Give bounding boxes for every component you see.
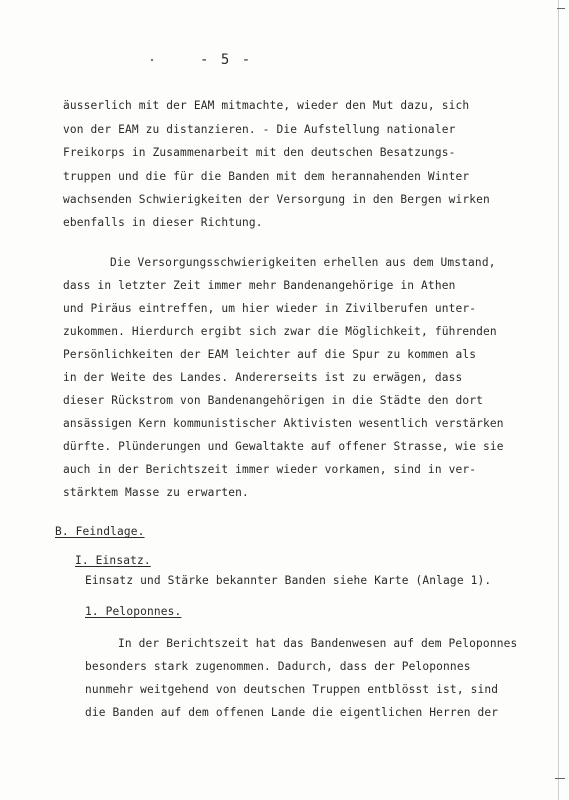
body-line: nunmehr weitgehend von deutschen Truppen entblösst ist, sind [85, 683, 499, 696]
body-line: Freikorps in Zusammenarbeit mit den deutschen Besatzungs- [63, 146, 456, 159]
body-line: besonders stark zugenommen. Dadurch, dass der Peloponnes [85, 660, 471, 673]
body-line: zukommen. Hierdurch ergibt sich zwar die Möglichkeit, führenden [63, 325, 497, 338]
body-line: dass in letzter Zeit immer mehr Bandenangehörige in Athen [63, 279, 456, 292]
body-line: auch in der Berichtszeit immer wieder vorkamen, sind in ver- [63, 463, 477, 476]
body-line: Persönlichkeiten der EAM leichter auf die Spur zu kommen als [63, 348, 477, 361]
ink-dot [151, 59, 153, 61]
body-line: In der Berichtszeit hat das Bandenwesen auf dem Peloponnes [118, 637, 518, 650]
body-line: ansässigen Kern kommunistischer Aktivisten wesentlich verstärken [63, 417, 504, 430]
body-line: Einsatz und Stärke bekannter Banden siehe Karte (Anlage 1). [85, 574, 492, 587]
body-line: dürfte. Plünderungen und Gewaltakte auf offener Strasse, wie sie [63, 440, 504, 453]
page-number: - 5 - [200, 52, 253, 68]
body-line: ebenfalls in dieser Richtung. [63, 216, 263, 229]
section-heading: B. Feindlage. [55, 525, 145, 538]
scan-mark [555, 778, 565, 779]
body-line: wachsenden Schwierigkeiten der Versorgung in den Bergen wirken [63, 193, 490, 206]
body-line: truppen und die für die Banden mit dem herannahenden Winter [63, 170, 470, 183]
region-heading: 1. Peloponnes. [85, 605, 182, 618]
subsection-heading: I. Einsatz. [75, 554, 151, 567]
body-line: und Piräus eintreffen, um hier wieder in Zivilberufen unter- [63, 302, 477, 315]
body-line: äusserlich mit der EAM mitmachte, wieder den Mut dazu, sich [63, 99, 470, 112]
body-line: die Banden auf dem offenen Lande die eigentlichen Herren der [85, 706, 499, 719]
page-edge [558, 0, 559, 800]
body-line: von der EAM zu distanzieren. - Die Aufstellung nationaler [63, 123, 456, 136]
body-line: stärktem Masse zu erwarten. [63, 486, 249, 499]
body-line: Die Versorgungsschwierigkeiten erhellen aus dem Umstand, [110, 256, 496, 269]
body-line: dieser Rückstrom von Bandenangehörigen in die Städte den dort [63, 394, 484, 407]
scan-mark [557, 8, 565, 9]
body-line: in der Weite des Landes. Andererseits ist zu erwägen, dass [63, 371, 463, 384]
